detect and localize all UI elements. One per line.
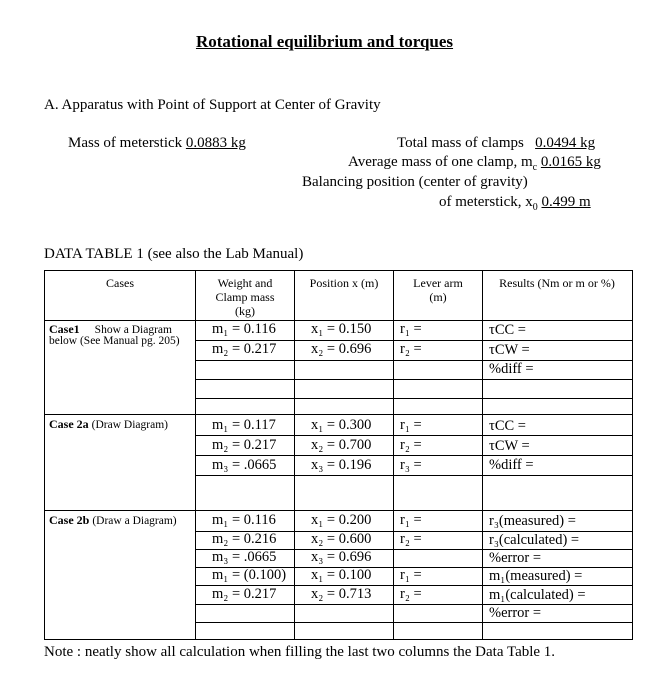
- case2b-res5: m₁(calculated) =: [489, 587, 586, 603]
- case2b-w1: m₁ = 0.116: [212, 512, 276, 528]
- case2b-x4: x₁ = 0.100: [311, 567, 372, 583]
- case2a-r1: r₁ =: [400, 417, 422, 433]
- case2a-r3: r₃ =: [400, 457, 422, 473]
- case1-name: Case1: [49, 322, 80, 336]
- case2a-r2: r₂ =: [400, 437, 422, 453]
- case2b-x2: x₂ = 0.600: [311, 531, 372, 547]
- mass-meterstick-value: 0.0883 kg: [185, 135, 246, 151]
- case2a-name: Case 2a: [49, 417, 89, 431]
- case1-x2: x₂ = 0.696: [311, 341, 372, 357]
- case2a-w2: m₂ = 0.217: [212, 437, 277, 453]
- header-cases: Cases: [106, 276, 134, 290]
- case2b-w5: m₂ = 0.217: [212, 586, 277, 602]
- case2a-x3: x₃ = 0.196: [311, 457, 372, 473]
- case1-r1: r₁ =: [400, 321, 422, 337]
- balancing-sub: 0: [532, 202, 538, 213]
- case2b-res4: m₁(measured) =: [489, 568, 583, 584]
- case2b-r5: r₂ =: [400, 586, 422, 602]
- case2a-w3: m₃ = .0665: [212, 457, 277, 473]
- total-mass-clamps: [397, 135, 595, 152]
- case2b-res3: %error =: [489, 550, 542, 566]
- avg-mass-clamp-label: Average mass of one clamp, m: [348, 154, 533, 170]
- case2b-res6: %error =: [489, 605, 542, 621]
- balancing-label: of meterstick, x: [439, 194, 533, 210]
- case2b-w3: m₃ = .0665: [212, 549, 277, 565]
- total-mass-clamps-value: 0.0494 kg: [535, 135, 596, 151]
- case2b-r1: r₁ =: [400, 512, 422, 528]
- case1-x1: x₁ = 0.150: [311, 321, 372, 337]
- case2b-x1: x₁ = 0.200: [311, 512, 372, 528]
- case2a-label: [49, 415, 168, 435]
- table-caption: DATA TABLE 1 (see also the Lab Manual): [44, 246, 304, 262]
- case1-res1: τCC =: [489, 322, 526, 338]
- case2b-w2: m₂ = 0.216: [212, 531, 277, 547]
- case1-w1: m₁ = 0.116: [212, 321, 276, 337]
- mass-meterstick-label: Mass of meterstick: [68, 135, 186, 151]
- case2b-x3: x₃ = 0.696: [311, 549, 372, 565]
- case1-w2: m₂ = 0.217: [212, 341, 277, 357]
- balancing-line1: Balancing position (center of gravity): [302, 174, 528, 190]
- header-lever: Lever arm (m): [413, 276, 463, 304]
- case1-res2: τCW =: [489, 342, 530, 358]
- case2b-res1: r₃(measured) =: [489, 513, 576, 529]
- case2b-label: [49, 511, 177, 531]
- avg-mass-clamp: [348, 154, 601, 173]
- case1-note2: below (See Manual pg. 205): [49, 335, 180, 347]
- case2a-res1: τCC =: [489, 418, 526, 434]
- case2a-w1: m₁ = 0.117: [212, 417, 276, 433]
- page-title: Rotational equilibrium and torques: [195, 32, 454, 51]
- case2b-note: (Draw a Diagram): [92, 515, 177, 527]
- case2b-r4: r₁ =: [400, 567, 422, 583]
- case2a-note: (Draw Diagram): [91, 419, 168, 431]
- case2b-res2: r₃(calculated) =: [489, 532, 580, 548]
- section-a-heading: A. Apparatus with Point of Support at Center of Gravity: [44, 97, 381, 113]
- case2b-x5: x₂ = 0.713: [311, 586, 372, 602]
- header-position: Position x (m): [309, 276, 379, 290]
- case1-note1: Show a Diagram: [94, 324, 172, 336]
- case2a-x1: x₁ = 0.300: [311, 417, 372, 433]
- case1-r2: r₂ =: [400, 341, 422, 357]
- case2b-name: Case 2b: [49, 513, 90, 527]
- case2a-res2: τCW =: [489, 438, 530, 454]
- case2b-w4: m₁ = (0.100): [212, 567, 287, 583]
- footer-note: Note : neatly show all calculation when filling the last two columns the Data Table 1.: [44, 644, 556, 660]
- header-results: Results (Nm or m or %): [499, 276, 615, 290]
- balancing-line2: [439, 194, 591, 213]
- header-weight: Weight and Clamp mass (kg): [215, 276, 275, 318]
- case2a-res3: %diff =: [489, 457, 534, 473]
- case2b-r2: r₂ =: [400, 531, 422, 547]
- avg-mass-clamp-sub: c: [532, 162, 538, 173]
- case1-res3: %diff =: [489, 361, 534, 377]
- mass-meterstick: [68, 135, 246, 152]
- avg-mass-clamp-value: 0.0165 kg: [540, 154, 601, 170]
- total-mass-clamps-label: Total mass of clamps: [397, 135, 528, 151]
- balancing-value: 0.499 m: [541, 194, 591, 210]
- case2a-x2: x₂ = 0.700: [311, 437, 372, 453]
